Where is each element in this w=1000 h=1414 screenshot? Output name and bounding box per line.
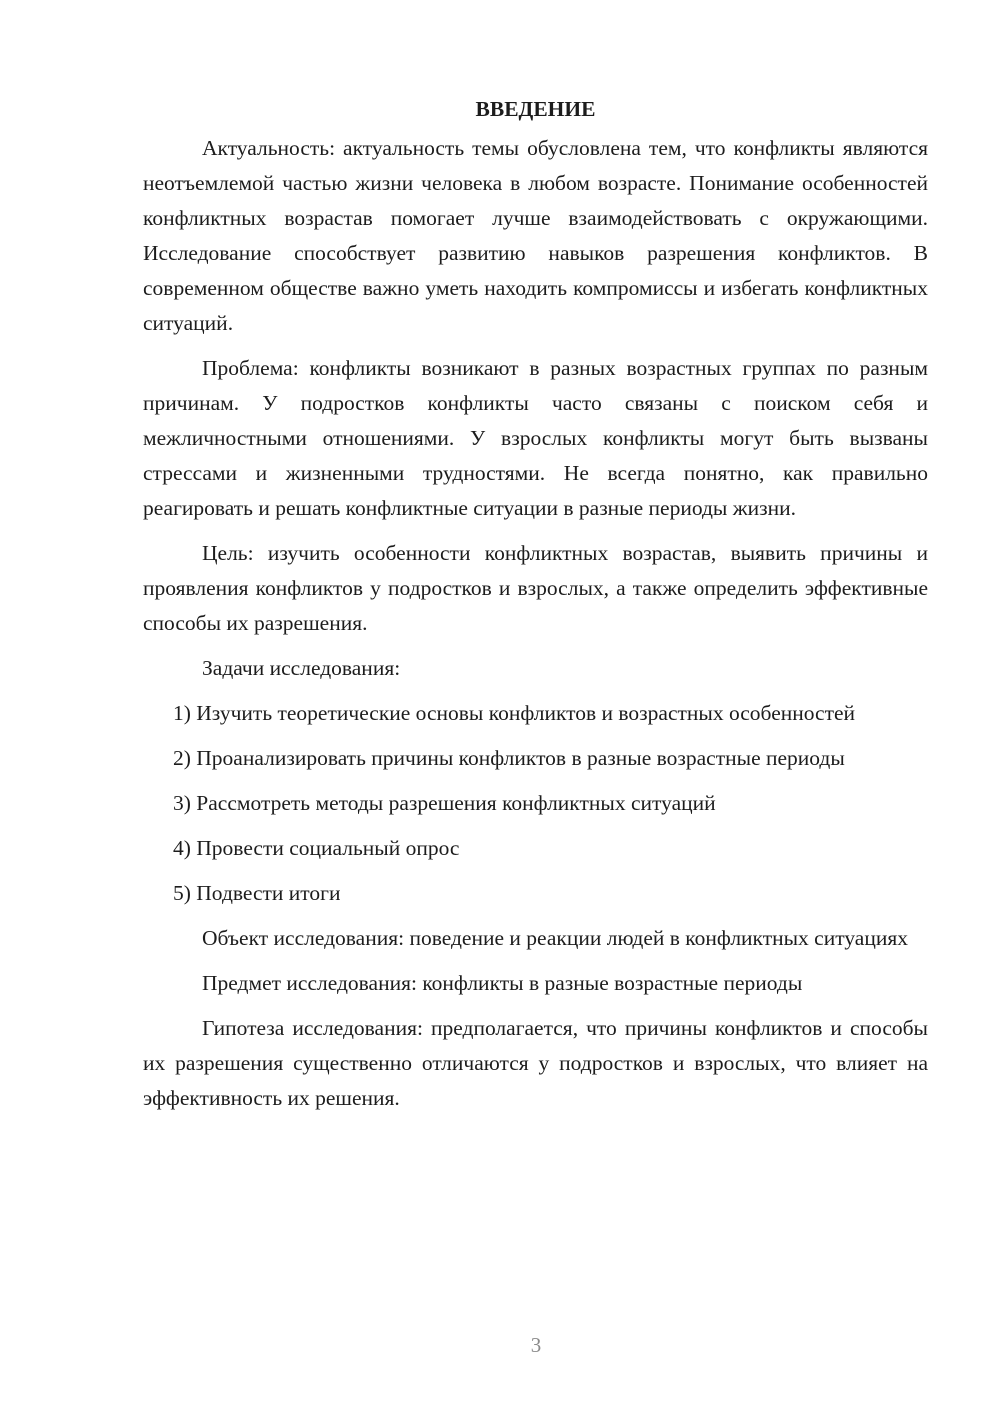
document-page [143, 92, 928, 1126]
subject-paragraph: Предмет исследования: конфликты в разные возрастные периоды [202, 971, 803, 995]
task-item-3: 3) Рассмотреть методы разрешения конфликтных ситуаций [173, 791, 716, 815]
problem-paragraph: Проблема: конфликты возникают в разных возрастных группах по разным причинам. У подростков конфликты часто связаны с поиском себя и межличностными отношениями. У взрослых конфликты могут быть вызваны стрессами и жизненными трудностями. Не всегда понятно, как правильно реагировать и решать конфликтные ситуации в разные периоды жизни. [143, 356, 928, 520]
task-item-5: 5) Подвести итоги [173, 881, 341, 905]
tasks-heading: Задачи исследования: [202, 656, 401, 680]
page-title: ВВЕДЕНИЕ [475, 97, 596, 121]
relevance-paragraph: Актуальность: актуальность темы обусловлена тем, что конфликты являются неотъемлемой частью жизни человека в любом возрасте. Понимание особенностей конфликтных возрастав помогает лучше взаимодействовать с окружающими. Исследование способствует развитию навыков разрешения конфликтов. В современном обществе важно уметь находить компромиссы и избегать конфликтных ситуаций. [143, 136, 928, 335]
task-item-4: 4) Провести социальный опрос [173, 836, 460, 860]
object-paragraph: Объект исследования: поведение и реакции людей в конфликтных ситуациях [202, 926, 909, 950]
page-number: 3 [530, 1333, 542, 1357]
goal-paragraph: Цель: изучить особенности конфликтных возрастав, выявить причины и проявления конфликтов у подростков и взрослых, а также определить эффективные способы их разрешения. [143, 541, 928, 635]
hypothesis-paragraph: Гипотеза исследования: предполагается, что причины конфликтов и способы их разрешения существенно отличаются у подростков и взрослых, что влияет на эффективность их решения. [143, 1016, 928, 1110]
task-item-2: 2) Проанализировать причины конфликтов в разные возрастные периоды [173, 746, 845, 770]
task-item-1: 1) Изучить теоретические основы конфликтов и возрастных особенностей [173, 701, 856, 725]
